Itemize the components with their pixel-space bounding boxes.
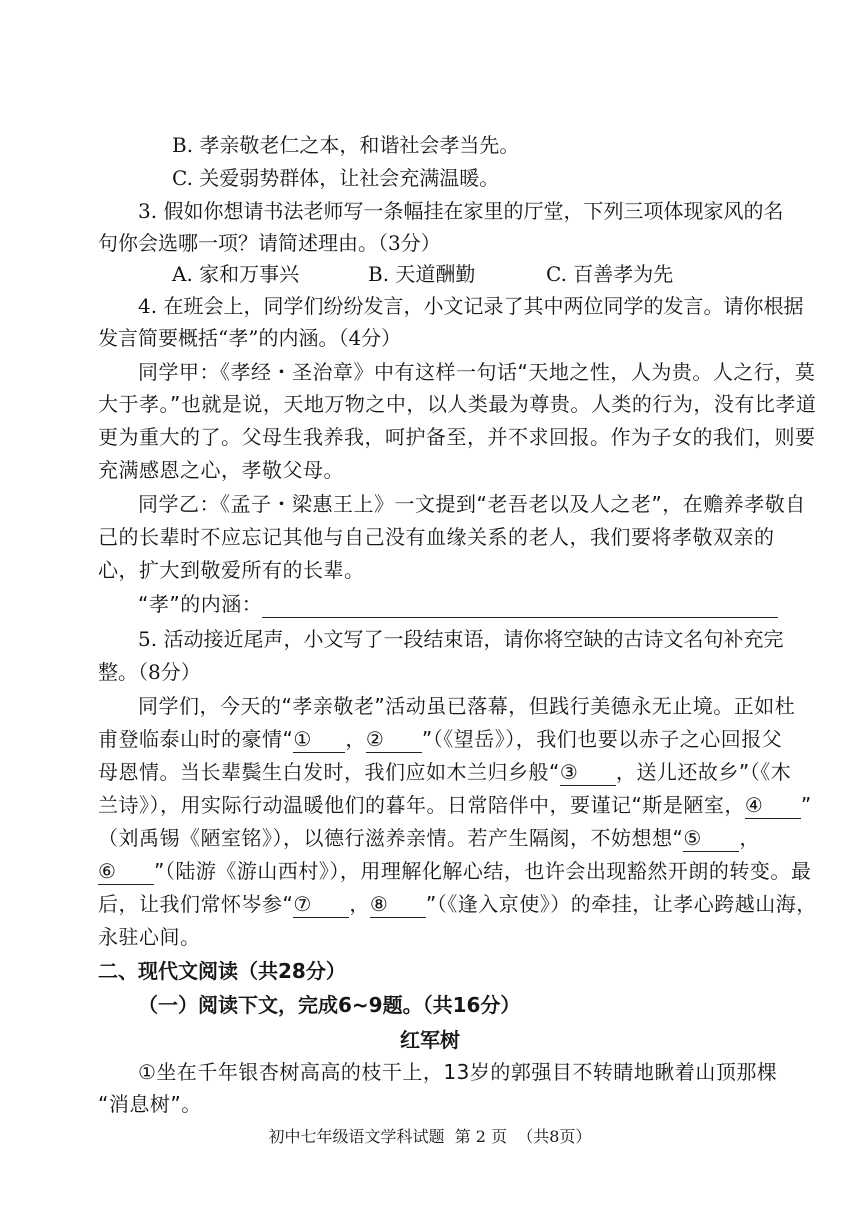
q5-text: ”（《逢入京使》）的牵挂，让孝心跨越山海， [425,892,817,916]
q4-answer-label: “孝”的内涵： [138,592,263,616]
q5-text: 兰诗》），用实际行动温暖他们的暮年。日常陪伴中，要谨记“斯是陋室， [98,793,745,817]
q5-para-line7 [98,890,817,918]
q5-text: 后，让我们常怀岑参“ [98,892,294,916]
q5-sep: ， [349,892,370,916]
speech-b-line2: 己的长辈时不应忘记其他与自己没有血缘关系的老人，我们要将孝敬双亲的 [98,525,775,549]
speech-a-line1: 同学甲：《孝经・圣治章》中有这样一句话“天地之性，人为贵。人之行，莫 [138,360,816,384]
q5-para-line2 [98,725,783,753]
q4-stem-line2: 发言简要概括“孝”的内涵。（4分） [98,326,402,350]
blank-3[interactable]: ③ [560,760,616,786]
q4-stem-line1: 4. 在班会上，同学们纷纷发言，小文记录了其中两位同学的发言。请你根据 [138,294,804,318]
speech-b-line3: 心，扩大到敬爱所有的长辈。 [98,558,365,582]
q5-para-line4 [98,791,812,819]
q5-stem-line2: 整。（8分） [98,660,201,684]
q3-option-b: B. 天道酬勤 [368,262,476,286]
blank-2[interactable]: ② [366,727,422,753]
q3-options [0,258,860,288]
q5-text: ，送儿还故乡”（《木 [615,760,792,784]
q5-text: （刘禹锡《陋室铭》），以德行滋养亲情。若产生隔阂，不妨想想“ [98,826,684,850]
q2-option-c: C. 关爱弱势群体，让社会充满温暖。 [172,166,500,190]
story-p1-line2: “消息树”。 [98,1092,202,1116]
q5-para-line5 [98,824,768,852]
blank-1[interactable]: ① [293,727,345,753]
q4-answer-row [138,590,768,618]
q5-para-line3 [98,758,792,786]
q5-para-line6 [98,857,812,885]
q5-text: 甫登临泰山时的豪情“ [98,727,294,751]
q3-option-a: A. 家和万事兴 [172,262,300,286]
section-2-title: 二、现代文阅读（共28分） [98,959,346,983]
q5-stem-line1: 5. 活动接近尾声，小文写了一段结束语，请你将空缺的古诗文名句补充完 [138,627,784,651]
blank-5[interactable]: ⑤ [683,826,739,852]
blank-8[interactable]: ⑧ [370,892,426,918]
q5-text: 母恩情。当长辈鬓生白发时，我们应如木兰归乡般“ [98,760,560,784]
story-title: 红军树 [400,1028,460,1052]
story-p1-line1: ①坐在千年银杏树高高的枝干上，13岁的郭强目不转睛地瞅着山顶那棵 [138,1060,778,1084]
speech-a-line3: 更为重大的了。父母生我养我，呵护备至，并不求回报。作为子女的我们，则要 [98,425,816,449]
q5-para-line8: 永驻心间。 [98,925,201,949]
page-footer: 初中七年级语文学科试题 第 2 页 （共8页） [268,1127,592,1146]
q4-answer-line[interactable] [262,593,778,618]
q5-text: ” [800,793,812,817]
q5-sep: ， [739,826,760,850]
speech-a-line4: 充满感恩之心，孝敬父母。 [98,458,344,482]
q2-option-b: B. 孝亲敬老仁之本，和谐社会孝当先。 [172,133,520,157]
q5-text: ”（《望岳》），我们也要以赤子之心回报父 [421,727,783,751]
q5-text: ”（陆游《游山西村》），用理解化解心结，也许会出现豁然开朗的转变。最 [154,859,812,883]
q5-para-line1: 同学们，今天的“孝亲敬老”活动虽已落幕，但践行美德永无止境。正如杜 [138,694,796,718]
blank-4[interactable]: ④ [745,793,801,819]
speech-a-line2: 大于孝。”也就是说，天地万物之中，以人类最为尊贵。人类的行为，没有比孝道 [98,392,817,416]
blank-6[interactable]: ⑥ [98,859,154,885]
q5-sep: ， [345,727,366,751]
q3-stem-line2: 句你会选哪一项？请简述理由。（3分） [98,231,441,255]
section-2-subtitle: （一）阅读下文，完成6~9题。（共16分） [138,993,521,1017]
speech-b-line1: 同学乙：《孟子・梁惠王上》一文提到“老吾老以及人之老”，在赡养孝敬自 [138,492,806,516]
blank-7[interactable]: ⑦ [293,892,349,918]
q3-stem-line1: 3. 假如你想请书法老师写一条幅挂在家里的厅堂，下列三项体现家风的名 [138,199,784,223]
q3-option-c: C. 百善孝为先 [546,262,674,286]
